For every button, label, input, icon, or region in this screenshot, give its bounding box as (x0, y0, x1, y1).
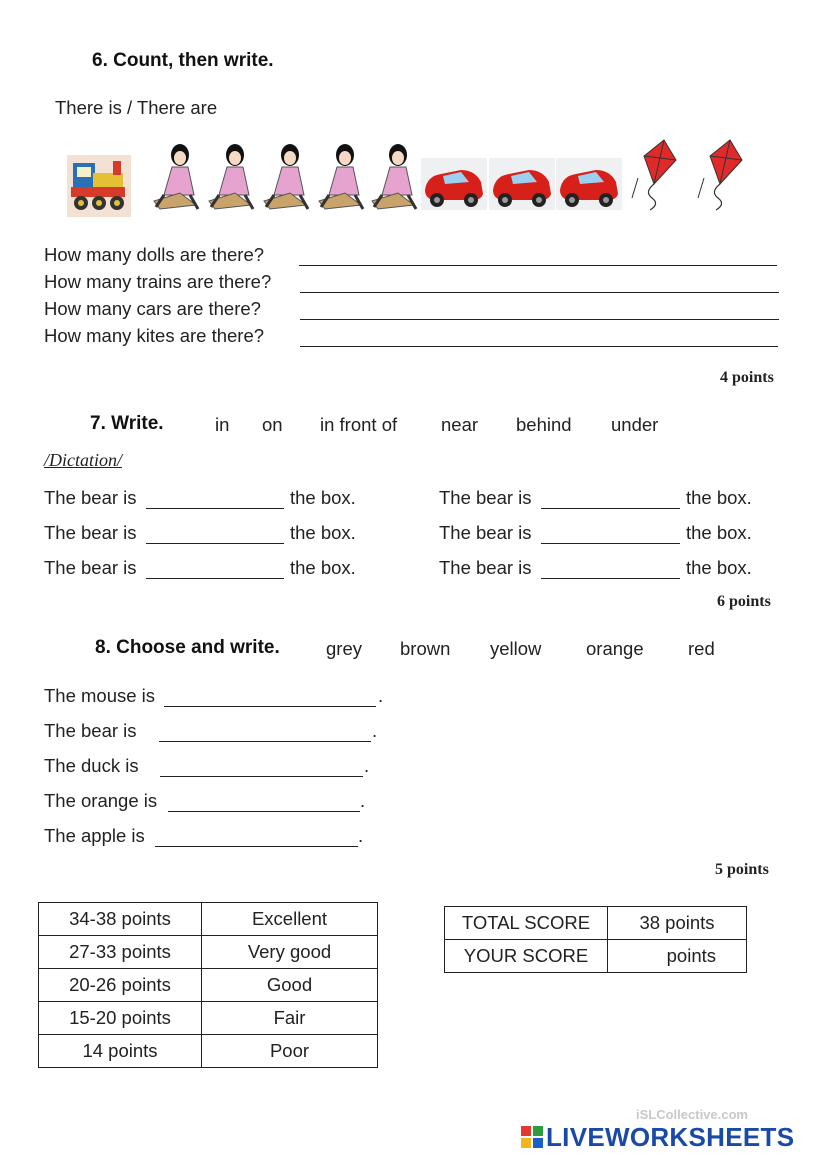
period: . (364, 755, 370, 776)
your-score-value: points (608, 940, 747, 973)
bear-sentence-suffix: the box. (686, 522, 752, 543)
question-cars: How many cars are there? (44, 298, 261, 319)
color-item-mouse: The mouse is (44, 685, 156, 706)
word-under: under (611, 414, 659, 435)
table-row (39, 936, 378, 969)
watermark: iSLCollective.com (636, 1107, 748, 1122)
doll-icon (260, 143, 312, 213)
duck-color-input[interactable] (160, 755, 363, 777)
answer-dolls-input[interactable] (299, 244, 777, 266)
doll-icon (205, 143, 257, 213)
dictation-label: /Dictation/ (44, 450, 122, 470)
car-icon (421, 158, 487, 210)
bear-answer-3-input[interactable] (146, 557, 284, 579)
bear-sentence-prefix: The bear is (44, 487, 137, 508)
bear-sentence-prefix: The bear is (44, 522, 137, 543)
word-brown: brown (400, 638, 451, 659)
kite-icon (696, 138, 744, 214)
bear-sentence-prefix: The bear is (44, 557, 137, 578)
score-table (444, 906, 747, 973)
liveworksheets-logo-icon (521, 1126, 543, 1148)
grade-label: Good (202, 969, 378, 1002)
section-8-points: 5 points (715, 861, 769, 878)
word-grey: grey (326, 638, 362, 659)
bear-answer-5-input[interactable] (541, 522, 680, 544)
kite-icon (630, 138, 678, 214)
bear-answer-4-input[interactable] (541, 487, 680, 509)
table-row (39, 969, 378, 1002)
bear-sentence-prefix: The bear is (439, 522, 532, 543)
question-dolls: How many dolls are there? (44, 244, 265, 265)
brand-wordmark[interactable]: LIVEWORKSHEETS (546, 1122, 795, 1152)
mouse-color-input[interactable] (164, 685, 376, 707)
word-near: near (441, 414, 479, 435)
table-row (445, 940, 747, 973)
doll-icon (315, 143, 367, 213)
section-6-title: 6. Count, then write. (92, 50, 274, 71)
table-row (39, 1002, 378, 1035)
answer-cars-input[interactable] (300, 298, 779, 320)
bear-sentence-suffix: the box. (686, 487, 752, 508)
doll-icon (368, 143, 420, 213)
bear-sentence-prefix: The bear is (439, 557, 532, 578)
car-icon (556, 158, 622, 210)
table-row (445, 907, 747, 940)
car-icon (489, 158, 555, 210)
grade-range: 34-38 points (39, 903, 202, 936)
answer-kites-input[interactable] (300, 325, 778, 347)
section-7-points: 6 points (717, 593, 771, 610)
word-on: on (262, 414, 283, 435)
total-score-label: TOTAL SCORE (445, 907, 608, 940)
table-row (39, 903, 378, 936)
grade-label: Excellent (202, 903, 378, 936)
total-score-value: 38 points (608, 907, 747, 940)
doll-icon (150, 143, 202, 213)
section-6-subtitle: There is / There are (55, 97, 218, 118)
word-in: in (215, 414, 230, 435)
question-trains: How many trains are there? (44, 271, 272, 292)
color-item-bear: The bear is (44, 720, 137, 741)
bear-sentence-suffix: the box. (290, 557, 356, 578)
bear-color-input[interactable] (159, 720, 371, 742)
period: . (378, 685, 384, 706)
grade-range: 14 points (39, 1035, 202, 1068)
bear-sentence-suffix: the box. (290, 487, 356, 508)
grading-table (38, 902, 378, 1068)
grade-range: 20-26 points (39, 969, 202, 1002)
word-orange: orange (586, 638, 644, 659)
bear-sentence-prefix: The bear is (439, 487, 532, 508)
answer-trains-input[interactable] (300, 271, 779, 293)
grade-range: 15-20 points (39, 1002, 202, 1035)
color-item-orange: The orange is (44, 790, 158, 811)
color-item-apple: The apple is (44, 825, 145, 846)
question-kites: How many kites are there? (44, 325, 265, 346)
period: . (358, 825, 364, 846)
grade-label: Very good (202, 936, 378, 969)
table-row (39, 1035, 378, 1068)
word-red: red (688, 638, 715, 659)
section-7-title: 7. Write. (90, 413, 164, 434)
word-behind: behind (516, 414, 572, 435)
grade-label: Fair (202, 1002, 378, 1035)
word-in-front-of: in front of (320, 414, 398, 435)
bear-answer-1-input[interactable] (146, 487, 284, 509)
bear-sentence-suffix: the box. (290, 522, 356, 543)
period: . (372, 720, 378, 741)
section-8-title: 8. Choose and write. (95, 637, 280, 658)
train-icon (67, 155, 131, 217)
bear-answer-6-input[interactable] (541, 557, 680, 579)
section-6-points: 4 points (720, 369, 774, 386)
grade-label: Poor (202, 1035, 378, 1068)
bear-sentence-suffix: the box. (686, 557, 752, 578)
bear-answer-2-input[interactable] (146, 522, 284, 544)
your-score-label: YOUR SCORE (445, 940, 608, 973)
period: . (360, 790, 366, 811)
apple-color-input[interactable] (155, 825, 358, 847)
grade-range: 27-33 points (39, 936, 202, 969)
word-yellow: yellow (490, 638, 542, 659)
orange-color-input[interactable] (168, 790, 360, 812)
color-item-duck: The duck is (44, 755, 139, 776)
